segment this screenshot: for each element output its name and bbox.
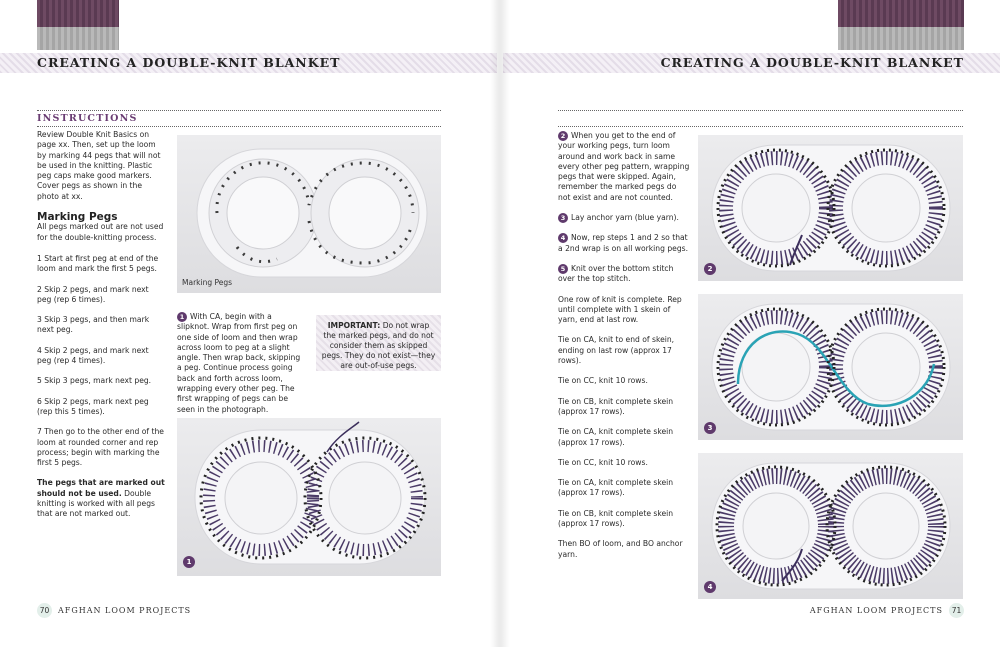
header-yarn-swatch-left	[37, 0, 119, 50]
intro-paragraph: Review Double Knit Basics on page xx. Then, set up the loom by marking 44 pegs that will not be used in the knitting. Plastic peg caps make good markers. Cover pegs as shown in the photo at xx.	[37, 130, 161, 201]
photo-step-1	[177, 418, 441, 576]
photo-badge: 1	[183, 556, 195, 568]
header-yarn-swatch-right	[838, 0, 964, 50]
step4-badge: 4	[558, 233, 568, 243]
loom-knit-over-image	[698, 453, 963, 599]
important-note	[316, 315, 441, 371]
step-item: 5 Skip 3 pegs, mark next peg.	[37, 376, 152, 386]
row-instruction: Tie on CA, knit complete skein (approx 17 rows).	[558, 478, 674, 498]
marking-pegs-intro: All pegs marked out are not used for the double-knitting process.	[37, 222, 164, 242]
page-number-right: 71	[949, 603, 964, 618]
important-label: IMPORTANT:	[327, 321, 381, 330]
step1-block	[177, 312, 305, 415]
row-instruction: Tie on CA, knit to end of skein, ending on last row (approx 17 rows).	[558, 335, 675, 366]
photo-step-3	[698, 294, 963, 440]
photo-badge: 3	[704, 422, 716, 434]
step2-badge: 2	[558, 131, 568, 141]
photo-step-4	[698, 453, 963, 599]
right-rule-bottom	[558, 126, 963, 127]
step5-text: Knit over the bottom stitch over the top stitch.	[558, 263, 674, 284]
loom-marked-pegs-image	[177, 135, 441, 293]
step3-paragraph	[558, 213, 690, 223]
row-instruction: Then BO of loom, and BO anchor yarn.	[558, 539, 683, 559]
marking-pegs-heading: Marking Pegs	[37, 211, 118, 224]
photo-step-2	[698, 135, 963, 281]
photo-marking-pegs	[177, 135, 441, 293]
step5-badge: 5	[558, 264, 568, 274]
footer-title-left: AFGHAN LOOM PROJECTS	[58, 606, 192, 615]
row-instruction: Tie on CB, knit complete skein (approx 17 rows).	[558, 508, 674, 529]
loom-first-wrap-image	[177, 418, 441, 576]
row-instruction: Tie on CC, knit 10 rows.	[558, 376, 648, 386]
section-rule-top	[37, 110, 441, 111]
closing-bold: The pegs that are marked out should not be used.	[37, 478, 165, 498]
step1-text: With CA, begin with a slipknot. Wrap from first peg on one side of loom and then wrap across loom to peg at a slight angle. Then wrap back, skipping a peg. Continue process going back and forth across loom, wrapping every other peg. The first wrapping of pegs can be seen in the photograph.	[177, 312, 301, 414]
left-header-title: CREATING A DOUBLE-KNIT BLANKET	[37, 55, 341, 70]
row-instruction: Tie on CB, knit complete skein (approx 17 rows).	[558, 396, 674, 416]
left-instructions-column	[37, 130, 165, 530]
step3-badge: 3	[558, 213, 568, 223]
section-rule-bottom	[37, 126, 441, 127]
step-item: 3 Skip 3 pegs, and then mark next peg.	[37, 315, 150, 335]
footer-title-right: AFGHAN LOOM PROJECTS	[809, 606, 943, 615]
step-item: 1 Start at first peg at end of the loom and mark the first 5 pegs.	[37, 253, 159, 274]
step-item: 6 Skip 2 pegs, mark next peg (rep this 5 times).	[37, 396, 149, 416]
row-instruction: One row of knit is complete. Rep until complete with 1 skein of yarn, end at last row.	[558, 294, 682, 325]
step1-badge: 1	[177, 312, 187, 322]
page-gutter	[490, 0, 510, 647]
photo-badge: 4	[704, 581, 716, 593]
photo-badge: 2	[704, 263, 716, 275]
step3-text: Lay anchor yarn (blue yarn).	[571, 213, 679, 223]
step-item: 2 Skip 2 pegs, and mark next peg (rep 6 times).	[37, 284, 149, 304]
row-instruction: Tie on CA, knit complete skein (approx 17 rows).	[558, 427, 674, 447]
right-header-title: CREATING A DOUBLE-KNIT BLANKET	[660, 55, 964, 70]
section-title: INSTRUCTIONS	[37, 113, 138, 124]
photo-caption: Marking Pegs	[182, 278, 233, 287]
step5-paragraph	[558, 264, 690, 285]
loom-second-wrap-image	[698, 135, 963, 281]
loom-anchor-yarn-image	[698, 294, 963, 440]
page-number-left: 70	[37, 603, 52, 618]
step4-text: Now, rep steps 1 and 2 so that a 2nd wrap is on all working pegs.	[558, 233, 689, 253]
step-item: 7 Then go to the other end of the loom at rounded corner and rep process; begin with marking the first 5 pegs.	[37, 427, 164, 468]
row-instruction: Tie on CC, knit 10 rows.	[558, 457, 648, 467]
closing-rest: Double knitting is worked with all pegs that are not marked out.	[37, 488, 156, 519]
right-instructions-column	[558, 131, 690, 570]
step2-paragraph	[558, 131, 690, 203]
important-text: Do not wrap the marked pegs, and do not consider them as skipped pegs. They do not exist—they are out-of-use pegs.	[321, 321, 436, 370]
step2-text: When you get to the end of your working pegs, turn loom around and work back in same every other peg pattern, wrapping pegs that were skipped. Again, remember the marked pegs do not exist and are not counted.	[558, 131, 690, 202]
right-rule-top	[558, 110, 963, 111]
closing-paragraph	[37, 478, 165, 519]
step-item: 4 Skip 2 pegs, and mark next peg (rep 4 times).	[37, 345, 149, 366]
step4-paragraph	[558, 233, 690, 254]
